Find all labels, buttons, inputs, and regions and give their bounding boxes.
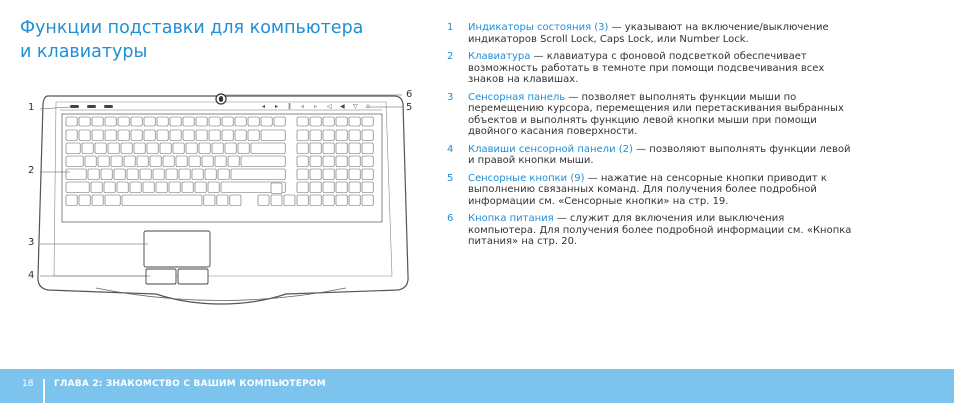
keyboard-key: [284, 195, 295, 206]
keyboard-key: [261, 130, 285, 141]
callout-2: 2: [28, 165, 35, 176]
keyboard-key: [215, 156, 226, 167]
keyboard-key: [336, 130, 347, 141]
keyboard-key: [144, 117, 155, 126]
keyboard-key: [362, 169, 373, 180]
keyboard-key: [140, 169, 151, 180]
keyboard-key: [118, 130, 129, 141]
keyboard-key: [323, 130, 334, 141]
touchpad-left-button: [146, 269, 176, 284]
list-item: [447, 92, 852, 138]
keyboard-key: [349, 130, 360, 141]
laptop-illustration: [26, 88, 421, 313]
keyboard-key: [79, 130, 90, 141]
keyboard-key: [118, 117, 129, 126]
keyboard-key: [222, 130, 233, 141]
keyboard-key: [204, 195, 215, 206]
keyboard-key: [176, 156, 187, 167]
power-button: [216, 94, 226, 104]
keyboard-key: [144, 130, 155, 141]
keyboard-key: [231, 169, 285, 180]
keyboard-key: [66, 143, 80, 154]
touch-button-icon: ◁: [327, 103, 332, 110]
chapter-title: ГЛАВА 2: ЗНАКОМСТВО С ВАШИМ КОМПЬЮТЕРОМ: [54, 379, 326, 389]
keyboard-key: [349, 117, 360, 126]
footer-divider: [43, 379, 45, 403]
keyboard-key: [209, 130, 220, 141]
keyboard-key: [179, 169, 190, 180]
keyboard-key: [189, 156, 200, 167]
keyboard-key: [349, 182, 360, 193]
item-text: [468, 51, 852, 86]
keyboard-key: [349, 143, 360, 154]
keyboard-key: [336, 182, 347, 193]
keyboard-key: [230, 195, 241, 206]
status-light-1: [70, 105, 79, 108]
keyboard-key: [222, 117, 233, 126]
keyboard-key: [108, 143, 119, 154]
touch-button-icon: ‖: [288, 103, 291, 110]
keyboard-key: [297, 182, 308, 193]
item-term: Сенсорные кнопки (9): [468, 172, 585, 184]
keyboard-key: [186, 143, 197, 154]
keyboard-key: [362, 143, 373, 154]
keyboard-key: [235, 117, 246, 126]
keyboard-key: [310, 156, 321, 167]
keyboard: [66, 117, 373, 206]
item-number: 3: [447, 91, 454, 103]
touch-button-icon: ◃: [301, 103, 305, 110]
item-description: — позволяет выполнять функции мыши по перемещению курсора, перемещения или перетаскивания выбранных объектов и выполнять функцию левой кнопки мыши при помощи двойного касания поверхности.: [468, 91, 844, 137]
list-item: [447, 144, 852, 167]
keyboard-key: [323, 169, 334, 180]
keyboard-key: [323, 195, 334, 206]
keyboard-key: [336, 156, 347, 167]
keyboard-key: [156, 182, 167, 193]
keyboard-key: [238, 143, 249, 154]
keyboard-key: [310, 169, 321, 180]
keyboard-key: [160, 143, 171, 154]
list-item: [447, 173, 852, 208]
keyboard-key: [228, 156, 239, 167]
keyboard-key: [310, 195, 321, 206]
keyboard-key: [199, 143, 210, 154]
callout-5: 5: [406, 102, 413, 113]
keyboard-key: [209, 117, 220, 126]
item-number: 5: [447, 172, 454, 184]
page-title: Функции подставки для компьютера и клавиатуры: [20, 18, 364, 62]
keyboard-key: [297, 169, 308, 180]
keyboard-key: [117, 182, 128, 193]
item-text: [468, 22, 852, 45]
item-number: 6: [447, 213, 454, 224]
keyboard-key: [323, 156, 334, 167]
keyboard-key: [101, 169, 112, 180]
page-footer: [0, 369, 954, 403]
list-item: [447, 51, 852, 86]
keyboard-key: [150, 156, 161, 167]
keyboard-key: [66, 156, 83, 167]
keyboard-key: [218, 169, 229, 180]
keyboard-key: [121, 143, 132, 154]
keyboard-key: [205, 169, 216, 180]
item-number: 4: [447, 143, 454, 155]
feature-list: [447, 22, 852, 254]
keyboard-key: [153, 169, 164, 180]
keyboard-key: [248, 130, 259, 141]
keyboard-key: [79, 117, 90, 126]
keyboard-key: [297, 143, 308, 154]
keyboard-key: [235, 130, 246, 141]
keyboard-key: [98, 156, 109, 167]
keyboard-key: [92, 195, 103, 206]
keyboard-key: [105, 117, 116, 126]
touch-button-icon: ▹: [314, 103, 318, 110]
keyboard-key: [271, 183, 282, 194]
keyboard-key: [105, 195, 120, 206]
keyboard-key: [111, 156, 122, 167]
keyboard-key: [196, 117, 207, 126]
touchpad: [144, 231, 210, 267]
keyboard-key: [297, 195, 308, 206]
list-item: [447, 213, 852, 248]
keyboard-key: [79, 195, 90, 206]
keyboard-key: [362, 117, 373, 126]
keyboard-key: [122, 195, 202, 206]
keyboard-key: [183, 130, 194, 141]
keyboard-key: [323, 117, 334, 126]
list-item: [447, 22, 852, 45]
keyboard-key: [196, 130, 207, 141]
keyboard-key: [95, 143, 106, 154]
touch-button-icon: ⌂: [366, 103, 370, 110]
leader-line-1: [40, 107, 70, 109]
keyboard-key: [310, 117, 321, 126]
keyboard-key: [202, 156, 213, 167]
keyboard-key: [66, 117, 77, 126]
callout-3: 3: [28, 237, 35, 248]
keyboard-key: [134, 143, 145, 154]
callout-6: 6: [406, 89, 413, 100]
keyboard-key: [157, 117, 168, 126]
item-number: 2: [447, 51, 454, 62]
item-description: — указывают на включение/выключение индикаторов Scroll Lock, Caps Lock, или Number Lock.: [468, 22, 829, 45]
keyboard-key: [349, 156, 360, 167]
item-term: Кнопка питания: [468, 213, 554, 224]
keyboard-key: [336, 117, 347, 126]
keyboard-key: [349, 195, 360, 206]
keyboard-key: [310, 143, 321, 154]
keyboard-key: [85, 156, 96, 167]
touchpad-right-button: [178, 269, 208, 284]
keyboard-key: [130, 182, 141, 193]
item-description: — позволяют выполнять функции левой и правой кнопки мыши.: [468, 143, 851, 166]
keyboard-key: [66, 169, 86, 180]
keyboard-key: [336, 143, 347, 154]
keyboard-key: [114, 169, 125, 180]
keyboard-key: [258, 195, 269, 206]
front-edge-curve: [96, 288, 346, 301]
keyboard-key: [82, 143, 93, 154]
status-light-2: [87, 105, 96, 108]
keyboard-key: [336, 169, 347, 180]
keyboard-key: [195, 182, 206, 193]
item-text: [468, 173, 852, 208]
touch-button-icon: ▸: [275, 103, 279, 110]
item-term: Индикаторы состояния (3): [468, 22, 609, 33]
keyboard-key: [169, 182, 180, 193]
keyboard-key: [131, 130, 142, 141]
keyboard-key: [310, 130, 321, 141]
keyboard-key: [66, 130, 77, 141]
keyboard-key: [323, 143, 334, 154]
keyboard-key: [323, 182, 334, 193]
keyboard-key: [362, 195, 373, 206]
keyboard-key: [105, 130, 116, 141]
callout-1: 1: [28, 102, 35, 113]
keyboard-key: [248, 117, 259, 126]
keyboard-key: [274, 117, 285, 126]
keyboard-key: [66, 182, 89, 193]
keyboard-key: [127, 169, 138, 180]
keyboard-key: [173, 143, 184, 154]
keyboard-key: [92, 130, 103, 141]
keyboard-key: [157, 130, 168, 141]
keyboard-key: [143, 182, 154, 193]
keyboard-key: [251, 143, 285, 154]
item-number: 1: [447, 22, 454, 33]
keyboard-key: [225, 143, 236, 154]
keyboard-key: [362, 156, 373, 167]
item-term: Сенсорная панель: [468, 91, 566, 103]
keyboard-key: [104, 182, 115, 193]
keyboard-key: [336, 195, 347, 206]
item-term: Клавиатура: [468, 51, 531, 62]
callout-4: 4: [28, 270, 35, 281]
keyboard-key: [362, 130, 373, 141]
keyboard-key: [297, 156, 308, 167]
keyboard-key: [310, 182, 321, 193]
page-number: 18: [22, 379, 34, 389]
item-term: Клавиши сенсорной панели (2): [468, 143, 633, 155]
status-light-3: [104, 105, 113, 108]
keyboard-key: [217, 195, 228, 206]
touch-button-icon: ◀: [340, 103, 345, 110]
keyboard-key: [241, 156, 285, 167]
item-description: — служит для включения или выключения компьютера. Для получения более подробной информации см. «Кнопка питания» на стр. 20.: [468, 213, 852, 247]
keyboard-key: [349, 169, 360, 180]
keyboard-key: [137, 156, 148, 167]
keyboard-key: [183, 117, 194, 126]
touch-buttons-strip: [262, 103, 370, 110]
item-description: — клавиатура с фоновой подсветкой обеспечивает возможность работать в темноте при помощи подсвечивания всех знаков на клавишах.: [468, 51, 825, 85]
keyboard-key: [147, 143, 158, 154]
item-text: [468, 144, 852, 167]
keyboard-key: [170, 117, 181, 126]
keyboard-key: [91, 182, 102, 193]
keyboard-key: [170, 130, 181, 141]
keyboard-key: [92, 117, 103, 126]
keyboard-key: [182, 182, 193, 193]
item-text: [468, 213, 852, 248]
keyboard-key: [208, 182, 219, 193]
keyboard-key: [362, 182, 373, 193]
keyboard-key: [66, 195, 77, 206]
keyboard-key: [297, 117, 308, 126]
touch-button-icon: ▽: [353, 103, 358, 110]
keyboard-key: [131, 117, 142, 126]
keyboard-key: [166, 169, 177, 180]
keyboard-key: [124, 156, 135, 167]
keyboard-key: [297, 130, 308, 141]
keyboard-key: [163, 156, 174, 167]
keyboard-key: [192, 169, 203, 180]
item-text: [468, 92, 852, 138]
keyboard-key: [261, 117, 272, 126]
keyboard-key: [88, 169, 99, 180]
keyboard-key: [271, 195, 282, 206]
laptop-diagram: [26, 88, 421, 313]
item-description: — нажатие на сенсорные кнопки приводит к выполнению связанных команд. Для получения более подробной информации см. «Сенсорные кнопки» на стр. 19.: [468, 172, 827, 207]
keyboard-key: [212, 143, 223, 154]
touch-button-icon: ◂: [262, 103, 266, 110]
